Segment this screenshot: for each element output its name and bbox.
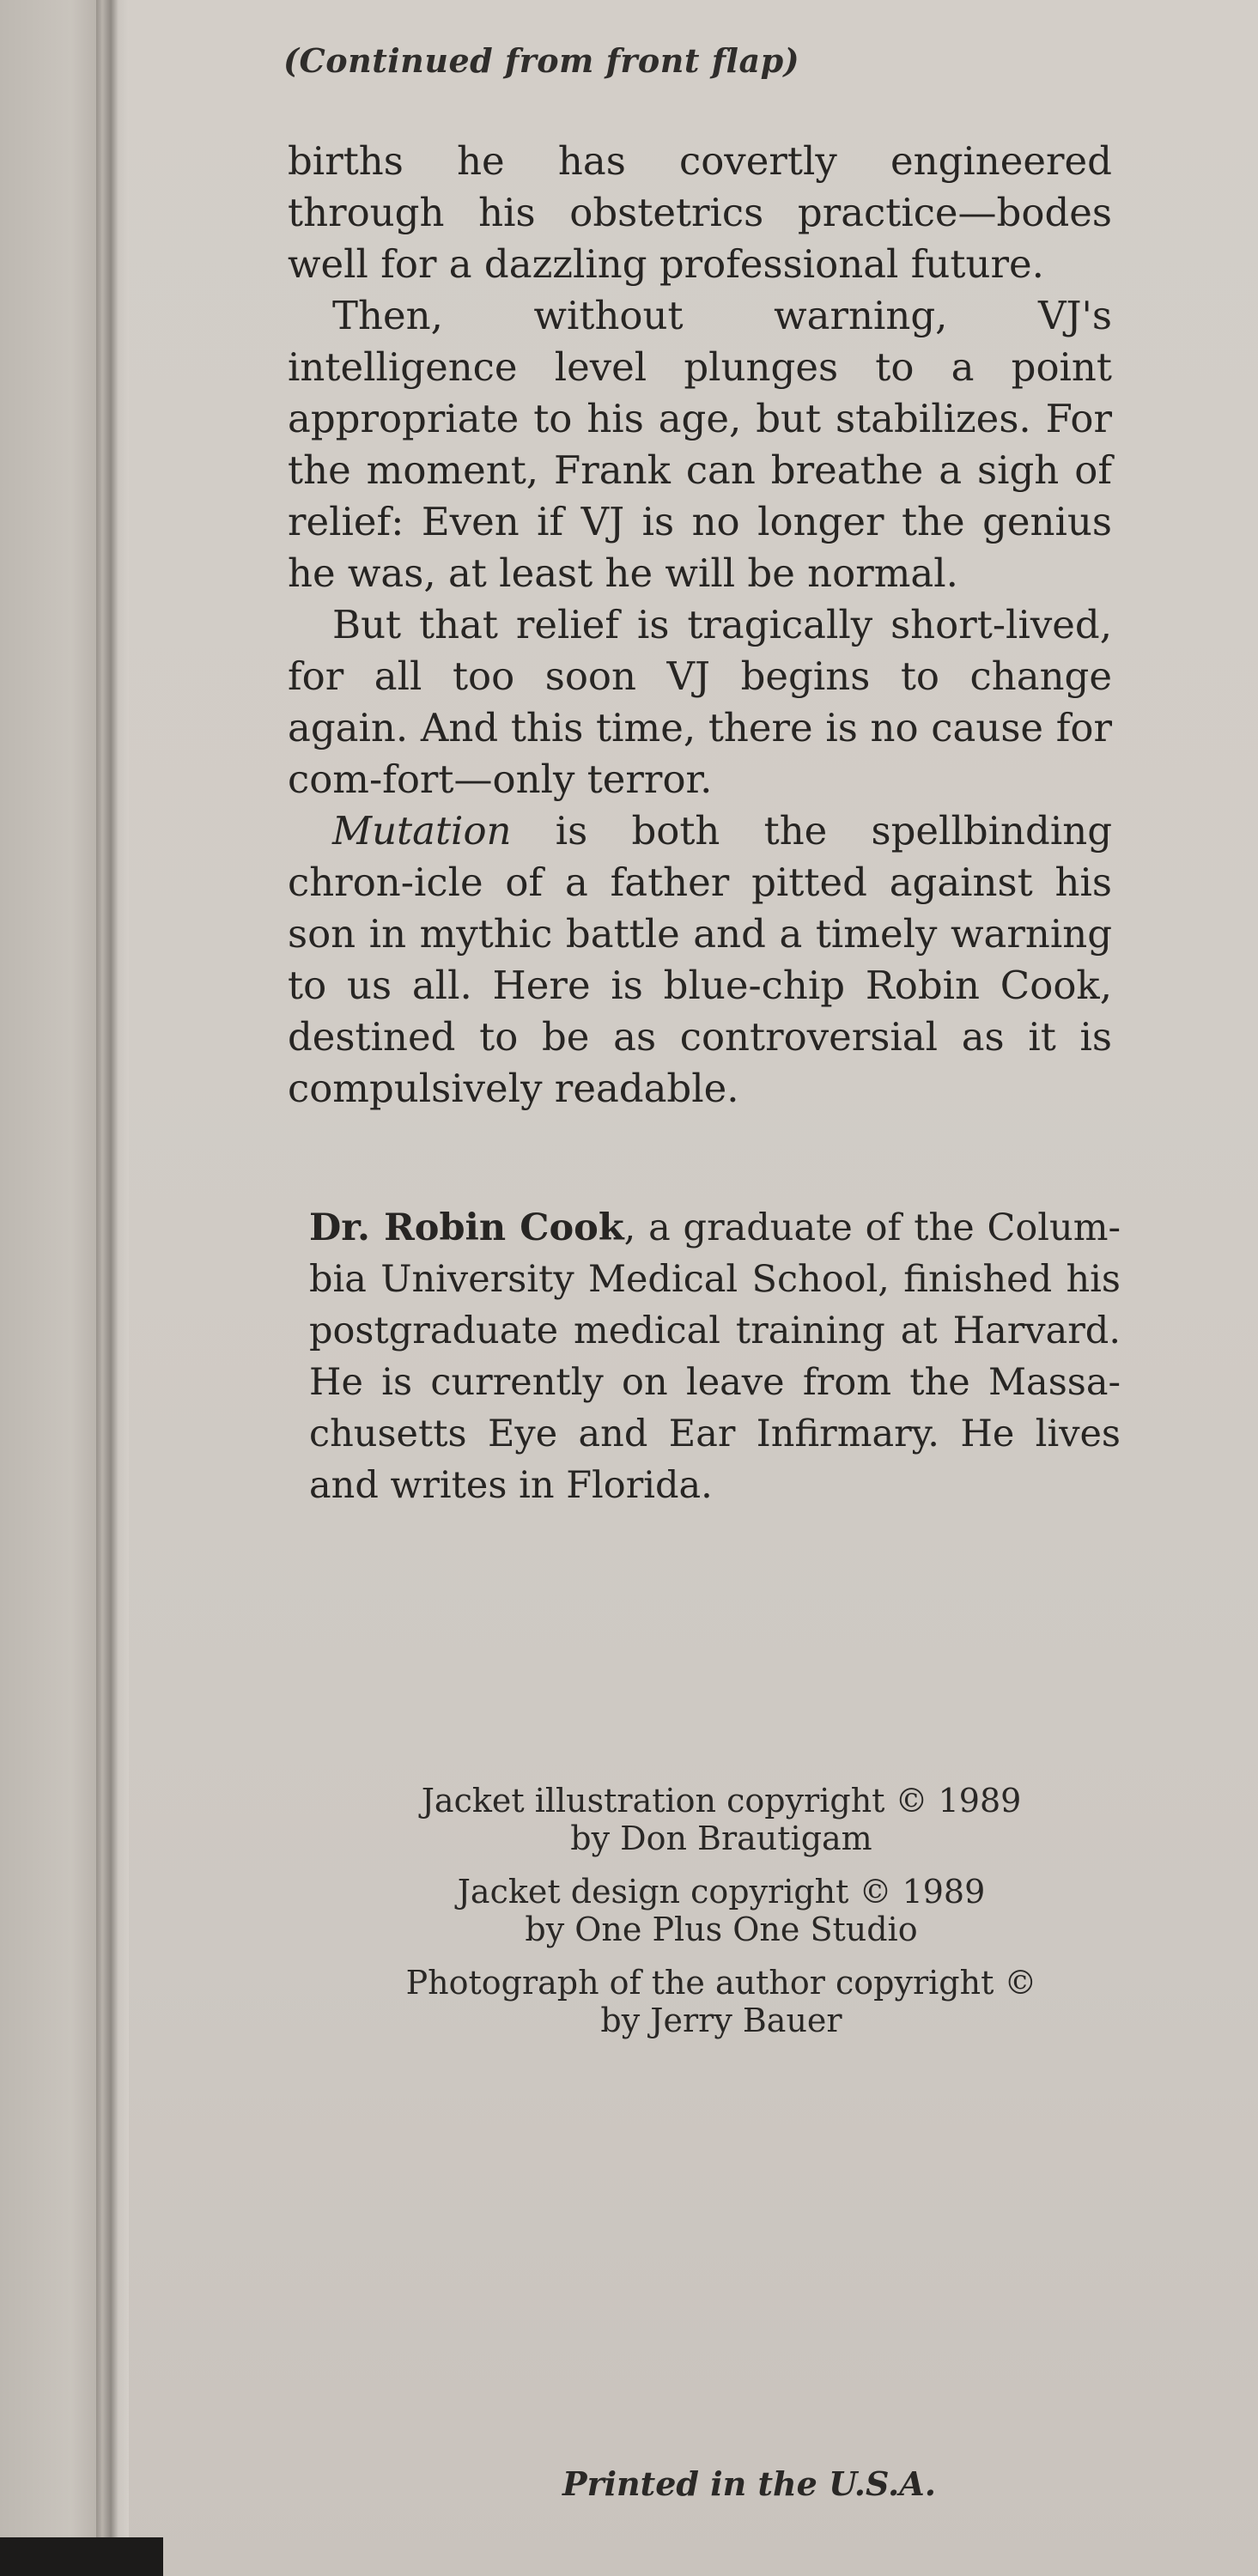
photo-credit-by: by Jerry Bauer (600, 2002, 842, 2039)
book-title: Mutation (332, 808, 512, 854)
author-bio-text: , a graduate of the Colum-bia University Medical School, finished his postgraduate medical training at Harvard. He is currently on leave from the Massa-chusetts Eye and Ear Infirmary. He lives and writes in Florida. (309, 1206, 1121, 1507)
illustration-credit-by: by Don Brautigam (570, 1820, 872, 1857)
printed-in-note: Printed in the U.S.A. (562, 2464, 936, 2503)
continued-note: (Continued from front flap) (283, 41, 800, 80)
blurb-paragraph-2: Then, without warning, VJ's intelligence level plunges to a point appropriate to his age, but stabilizes. For the moment, Frank can breathe a sigh of relief: Even if VJ is no longer the genius he was, at least he will be normal. (288, 293, 1112, 596)
synopsis-blurb (288, 136, 1112, 1115)
bottom-shadow (0, 2537, 163, 2576)
blurb-paragraph-4 (288, 805, 1112, 1115)
fold-line (96, 0, 101, 2576)
jacket-credits (395, 1782, 1048, 2039)
photo-credit: Photograph of the author copyright © (405, 1964, 1037, 2002)
blurb-paragraph-3: But that relief is tragically short-lived, for all too soon VJ begins to change again. And this time, there is no cause for com-fort—only terror. (288, 602, 1112, 802)
author-bio (309, 1202, 1121, 1511)
design-credit: Jacket design copyright © 1989 (457, 1873, 986, 1911)
design-credit-by: by One Plus One Studio (525, 1911, 918, 1948)
blurb-paragraph-4-text: is both the spellbinding chron-icle of a father pitted against his son in mythic battle and a timely warning to us all. Here is blue-chip Robin Cook, destined to be as controversial as it is compulsively readable. (288, 808, 1112, 1111)
illustration-credit: Jacket illustration copyright © 1989 (421, 1782, 1022, 1820)
blurb-paragraph-1: births he has covertly engineered through his obstetrics practice—bodes well for a dazzling professional future. (288, 138, 1112, 287)
author-name: Dr. Robin Cook (309, 1206, 624, 1249)
jacket-left-edge (0, 0, 129, 2576)
